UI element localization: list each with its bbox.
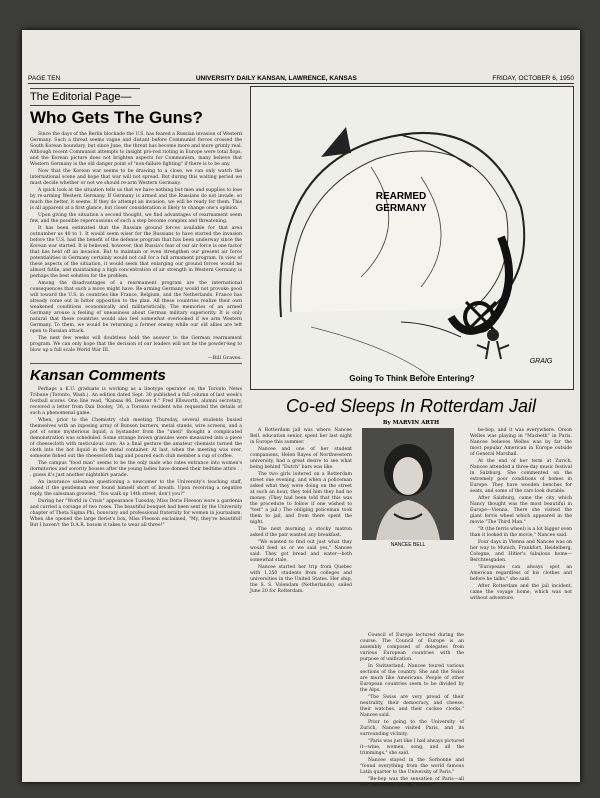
comment-paragraph: During her "World in Crisis" appearance Tuesday, Miss Doris Fleeson wore a gardenia and carried a corsage of two roses. The beautiful bouquet had been sent by the University chapter of Theta Sigma Phi, honorary and professional fraternity for women in journalism. When she opened the large florist's box, Miss Fleeson exclaimed, "My, they're beautiful! But I haven't the D.A.R. bosom it takes to wear all three!" [30,499,242,528]
editorial-cartoon [250,86,574,390]
story-columns [250,428,572,798]
cartoon-label-line2: GERMANY [375,203,427,214]
story-paragraph: "It (the ferris wheel) is a lot bigger even than it looked in the movie," Nancee said. [470,527,572,538]
story-paragraph: "We wanted to find out just what they would feed us or we said yes," Nancee said. They got bread and water—both somewhat stale. [250,540,352,563]
comment-paragraph: Perhaps a K.U. graduate is working as a linotype operator on the Toronto News Tribune (Toronto, Wash.). An edition dated Sept. 30 published a full column of last week's football scores. One line read, "Kansas 86, Denver 8." Fred Ellsworth, alumni secretary, received a letter from Dan Dooley, '36, a Toronto resident who requested the details of such a phenomenal game. [30,387,242,416]
story-column-1 [250,428,352,596]
editorial-paragraph: Upon giving the situation a second thought, we find advantages of rearmament seem few, and the possible repercussions of such a step become complex and threatening. [30,213,242,224]
editorial-paragraph: Among the disadvantages of a rearmament program are the international consequences that such a move might have. Re-arming Germany would not provoke good will toward the U.S. in countries like France, Belgium, and the Netherlands. France has already come out in bitter opposition to the plan. All these countries realize their own weakened conditions economically and militaristically. The memories of an armed Germany arouse a feeling of uneasiness about German military superiority. It is only natural that these countries would also feel somewhat overlooked if we arm Western Germany. To them, we would be returning a former enemy while our old allies are left open to Russian attack. [30,281,242,334]
story-paragraph: Nancee and one of her student companions, Helen Rayes of Northwestern university, had a great desire to see what being behind "Dutch" bars was like. [250,447,352,470]
story-column-3 [470,428,572,603]
editorial-body [30,132,242,361]
story-paragraph: A Rotterdam jail was where Nancee Bell, education senior, spent her last night in Europe this summer. [250,428,352,445]
story-paragraph: The next morning a stocky matron asked if the pair wanted any breakfast. [250,527,352,538]
cartoon-artist: GRAIG [529,358,553,365]
editorial-paragraph: Now that the Korean war seems to be drawing to a close, we can only watch the international scene and hope that war will not spread. But during this waiting period we must decide whether or not we should re-arm Western Germany. [30,169,242,186]
cartoon-label-line1: REARMED [375,191,427,202]
story-paragraph: "Be-bop was the sensation of Paris—all the Parisiennes wanted be-bop." [360,777,464,788]
cartoon-drawing [251,87,573,389]
story-paragraph: After Salzburg, came the city which Nancy thought was the most beautiful in Europe—Vienna. There she visited the giant ferris wheel which appeared in the movie "The Third Man." [470,496,572,525]
comments-title: Kansan Comments [30,367,166,384]
editorial-paragraph: A quick look at the situation tells us that we have nothing but men and supplies to lose by re-arming Western Germany. If Germany is armed and the Russians do not invade, so much the better, it seems. If they do attempt an invasion, we will be ready for them. This is all apparent at a first glance, but closer consideration is likely to change one's opinion. [30,188,242,211]
divider [30,363,242,364]
comment-paragraph: When, prior to the Chemistry club meeting Thursday, several students busied themselves with an inposing array of Bunsen burners, metal stands, wire screens, and a pot of some mysterious liquid, a bystander from the "uneli" thought a complicated demonstration was scheduled. Some strange brown granules were measured into a piece of cheesecloth with meticulous care. As a final gesture the amateur chemists turned the cloth into the hot liquid in the metal container. At last, when the meeting was over, someone fished out the cheesecloth bag and poured each club member a cup of coffee. [30,418,242,459]
issue-date: FRIDAY, OCTOBER 6, 1950 [492,75,574,82]
page-number: PAGE TEN [28,75,61,82]
story-paragraph: Council of Europe lectured during the course. The Council of Europe is an assembly composed of delegates from various European countries with the purpose of unification. [360,633,464,662]
editorial-paragraph: It has been estimated that the Russian ground forces available for that area outnumber us 40 to 1. It would seem wiser for the Russians to have started the invasion before the U.S. had the benefit of the defense program that has been underway since the Korean war started. It is believed, however, that Russia's fear of our air force is one factor that has held off an invasion. But to maintain or even strengthen our present air force potentialities in Germany certainly would not call for a full armament program. In view of these aspects of the situation, it would seem that enlarging our ground forces would be almost futile, and maintaining a high concentration of air strength in Western Germany is perhaps the best solution for the problem. [30,226,242,279]
story-paragraph: Prior to going to the University of Zurich, Nancee visited Paris, and its surrounding vicinity. [360,720,464,737]
masthead: UNIVERSITY DAILY KANSAN, LAWRENCE, KANSAS [195,75,357,82]
story-paragraph: In Switzerland, Nancee toured various sections of the country. She and the Swiss are much like Americans. People of other European countries seem to be divided by the Alps. [360,664,464,693]
story-paragraph: "The Swiss are very proud of their neutrality, their democracy, and cheese, their watches, and their cuckoo clocks," Nancee said. [360,695,464,718]
comments-body [30,387,242,529]
comment-paragraph: The campus "food man" seems to be the only male who rates entrance into women's dormitories and sorority houses after the young ladies have donned their bedtime attire . . . guess it's just another nightshirt parade. [30,461,242,478]
story-paragraph: Nancee stayed in the Sorbonne and "found everything from the world famous Latin quarter to the University of Paris." [360,758,464,775]
editorial-paragraph: Since the days of the Berlin blockade the U.S. has feared a Russian invasion of Western Germany. Such a threat seems vague and distant before Communist forces crossed the South Korean boundary, but since June, the threat has become more and more grimly real. Although recent Communist attempts to insight pro-red rioting in Europe were total flops, and the Korean picture does not brighten aspects for Communism, many believe that Western Germany is the old danger point of "non-failure fighting" if there is to be any. [30,132,242,167]
portrait-photo [362,428,454,540]
comment-paragraph: An insurance salesman questioning a newcomer to the University's teaching staff, asked if the gentleman ever found himself short of breath. Upon receiving a negative reply, the salesman growled, "You walk up 14th street, don't you?" [30,480,242,497]
editorial-signature: —Bill Graves. [207,355,242,361]
cartoon-caption: Going To Think Before Entering? [349,374,475,383]
story-paragraph: "Europeans can always spot an American regardless of his clothes and before he talks," she said. [470,565,572,582]
story-paragraph: Nancee started her trip from Quebec with 1,350 students from colleges and universities in the United States. Her ship, the S. S. Volendam (Netherlands), sailed June 20 for Rotterdam. [250,565,352,594]
portrait-drawing [362,428,454,540]
editorial-paragraph: The next few weeks will doubtless hold the answer to the German rearmament program. We can only hope that the decision of our leaders will not be the powder-keg to blow up a full scale World War III. [30,336,242,353]
left-column [30,88,242,530]
photo-caption: NANCEE BELL [390,542,426,548]
story-paragraph: After Rotterdam and the jail incident, came the voyage home, which was not without adventure. [470,584,572,601]
feature-story [250,396,572,798]
page-header [28,70,574,84]
editorial-title: Who Gets The Guns? [30,108,203,127]
story-paragraph: The two girls loitered on a Rotterdam street one evening, and when a policeman asked what they were doing on the street at such an hour, they told him they had no money. (They had been told that this was the procedure to follow if one wished to "test" a jail.) The obliging policeman took them to jail, and from there spent the night. [250,472,352,525]
section-label: The Editorial Page— [30,88,140,106]
newspaper-page [22,30,580,788]
story-paragraph: "Paris was just like I had always pictured it—wine, women, song, and all the trimmings," she said. [360,739,464,756]
story-title: Co-ed Sleeps In Rotterdam Jail [285,396,537,416]
story-byline: By MARVIN ARTH [382,420,440,426]
story-paragraph: At the end of her term at Zurich, Nancee attended a three-day music festival in Salzburg. She commented on the extremely poor conditions of homes in Europe. They have wooden benches for seats, and some of the cars look durable. [470,459,572,494]
story-paragraph: be-bop, and it was everywhere. Orson Welles was playing in "Macbeth" in Paris. Nancee believes Welles was by far the most popular American in Europe outside of General Marshall. [470,428,572,457]
story-paragraph: Four days in Vienna and Nancee was on her way to Munich, Frankfurt, Heidelberg, Cologne, and Hitler's fabulous home—Berchtesgaden. [470,540,572,563]
